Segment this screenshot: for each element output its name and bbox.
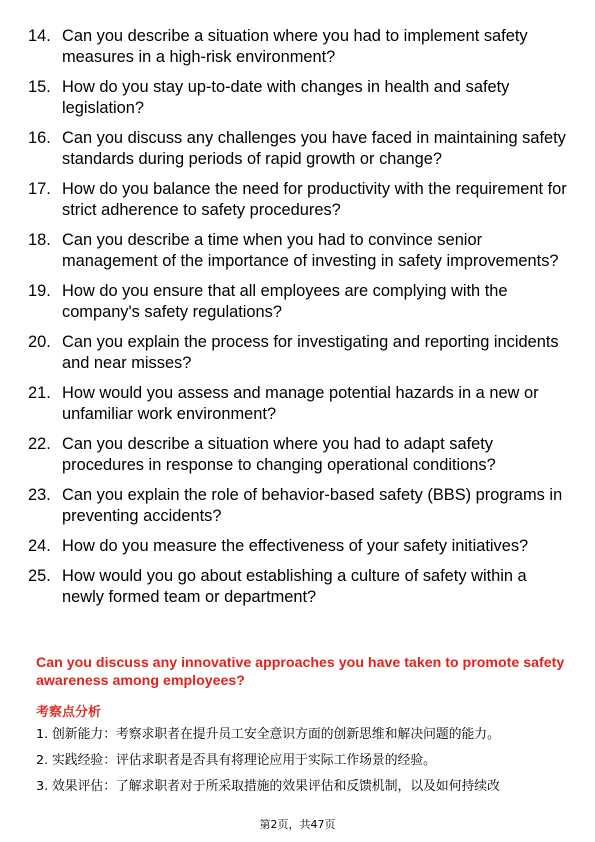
question-text: How would you go about establishing a culture of safety within a newly formed team or department? — [62, 567, 527, 606]
point-text: 效果评估：了解求职者对于所采取措施的效果评估和反馈机制，以及如何持续改 — [52, 779, 500, 794]
question-text: How do you balance the need for productivity with the requirement for strict adherence to safety procedures? — [62, 180, 567, 219]
question-number: 21. — [28, 384, 51, 402]
question-text: How would you assess and manage potential hazards in a new or unfamiliar work environment? — [62, 384, 539, 423]
question-item — [28, 566, 568, 608]
point-text: 创新能力：考察求职者在提升员工安全意识方面的创新思维和解决问题的能力。 — [52, 727, 500, 742]
analysis-point — [36, 726, 571, 744]
point-number: 3. — [36, 779, 49, 794]
question-item — [28, 26, 568, 68]
question-number: 15. — [28, 78, 51, 96]
question-text: Can you describe a situation where you had to implement safety measures in a high-risk environment? — [62, 27, 528, 66]
question-item — [28, 434, 568, 476]
question-number: 14. — [28, 27, 51, 45]
question-number: 18. — [28, 231, 51, 249]
highlighted-question: Can you discuss any innovative approaches you have taken to promote safety awareness among employees? — [36, 655, 565, 689]
question-text: Can you describe a time when you had to convince senior management of the importance of investing in safety improvements? — [62, 231, 559, 270]
question-item — [28, 179, 568, 221]
analysis-point-list — [36, 726, 571, 804]
question-text: Can you discuss any challenges you have faced in maintaining safety standards during periods of rapid growth or change? — [62, 129, 566, 168]
question-item — [28, 128, 568, 170]
point-number: 2. — [36, 753, 49, 768]
question-list — [28, 26, 568, 617]
question-number: 24. — [28, 537, 51, 555]
question-number: 17. — [28, 180, 51, 198]
point-number: 1. — [36, 727, 49, 742]
question-item — [28, 332, 568, 374]
analysis-point — [36, 778, 571, 796]
question-number: 20. — [28, 333, 51, 351]
question-text: Can you explain the process for investigating and reporting incidents and near misses? — [62, 333, 559, 372]
question-item — [28, 281, 568, 323]
question-item — [28, 536, 568, 557]
question-item — [28, 230, 568, 272]
page-footer: 第2页，共47页 — [259, 818, 336, 831]
question-text: How do you measure the effectiveness of your safety initiatives? — [62, 537, 529, 555]
question-number: 25. — [28, 567, 51, 585]
question-text: Can you explain the role of behavior-based safety (BBS) programs in preventing accidents? — [62, 486, 563, 525]
section-heading: 考察点分析 — [36, 705, 102, 720]
question-item — [28, 383, 568, 425]
question-text: How do you stay up-to-date with changes in health and safety legislation? — [62, 78, 510, 117]
question-number: 19. — [28, 282, 51, 300]
point-text: 实践经验：评估求职者是否具有将理论应用于实际工作场景的经验。 — [52, 753, 436, 768]
question-item — [28, 485, 568, 527]
question-number: 23. — [28, 486, 51, 504]
question-number: 16. — [28, 129, 51, 147]
question-text: How do you ensure that all employees are complying with the company's safety regulations? — [62, 282, 508, 321]
question-item — [28, 77, 568, 119]
question-number: 22. — [28, 435, 51, 453]
analysis-point — [36, 752, 571, 770]
question-text: Can you describe a situation where you had to adapt safety procedures in response to changing operational conditions? — [62, 435, 496, 474]
